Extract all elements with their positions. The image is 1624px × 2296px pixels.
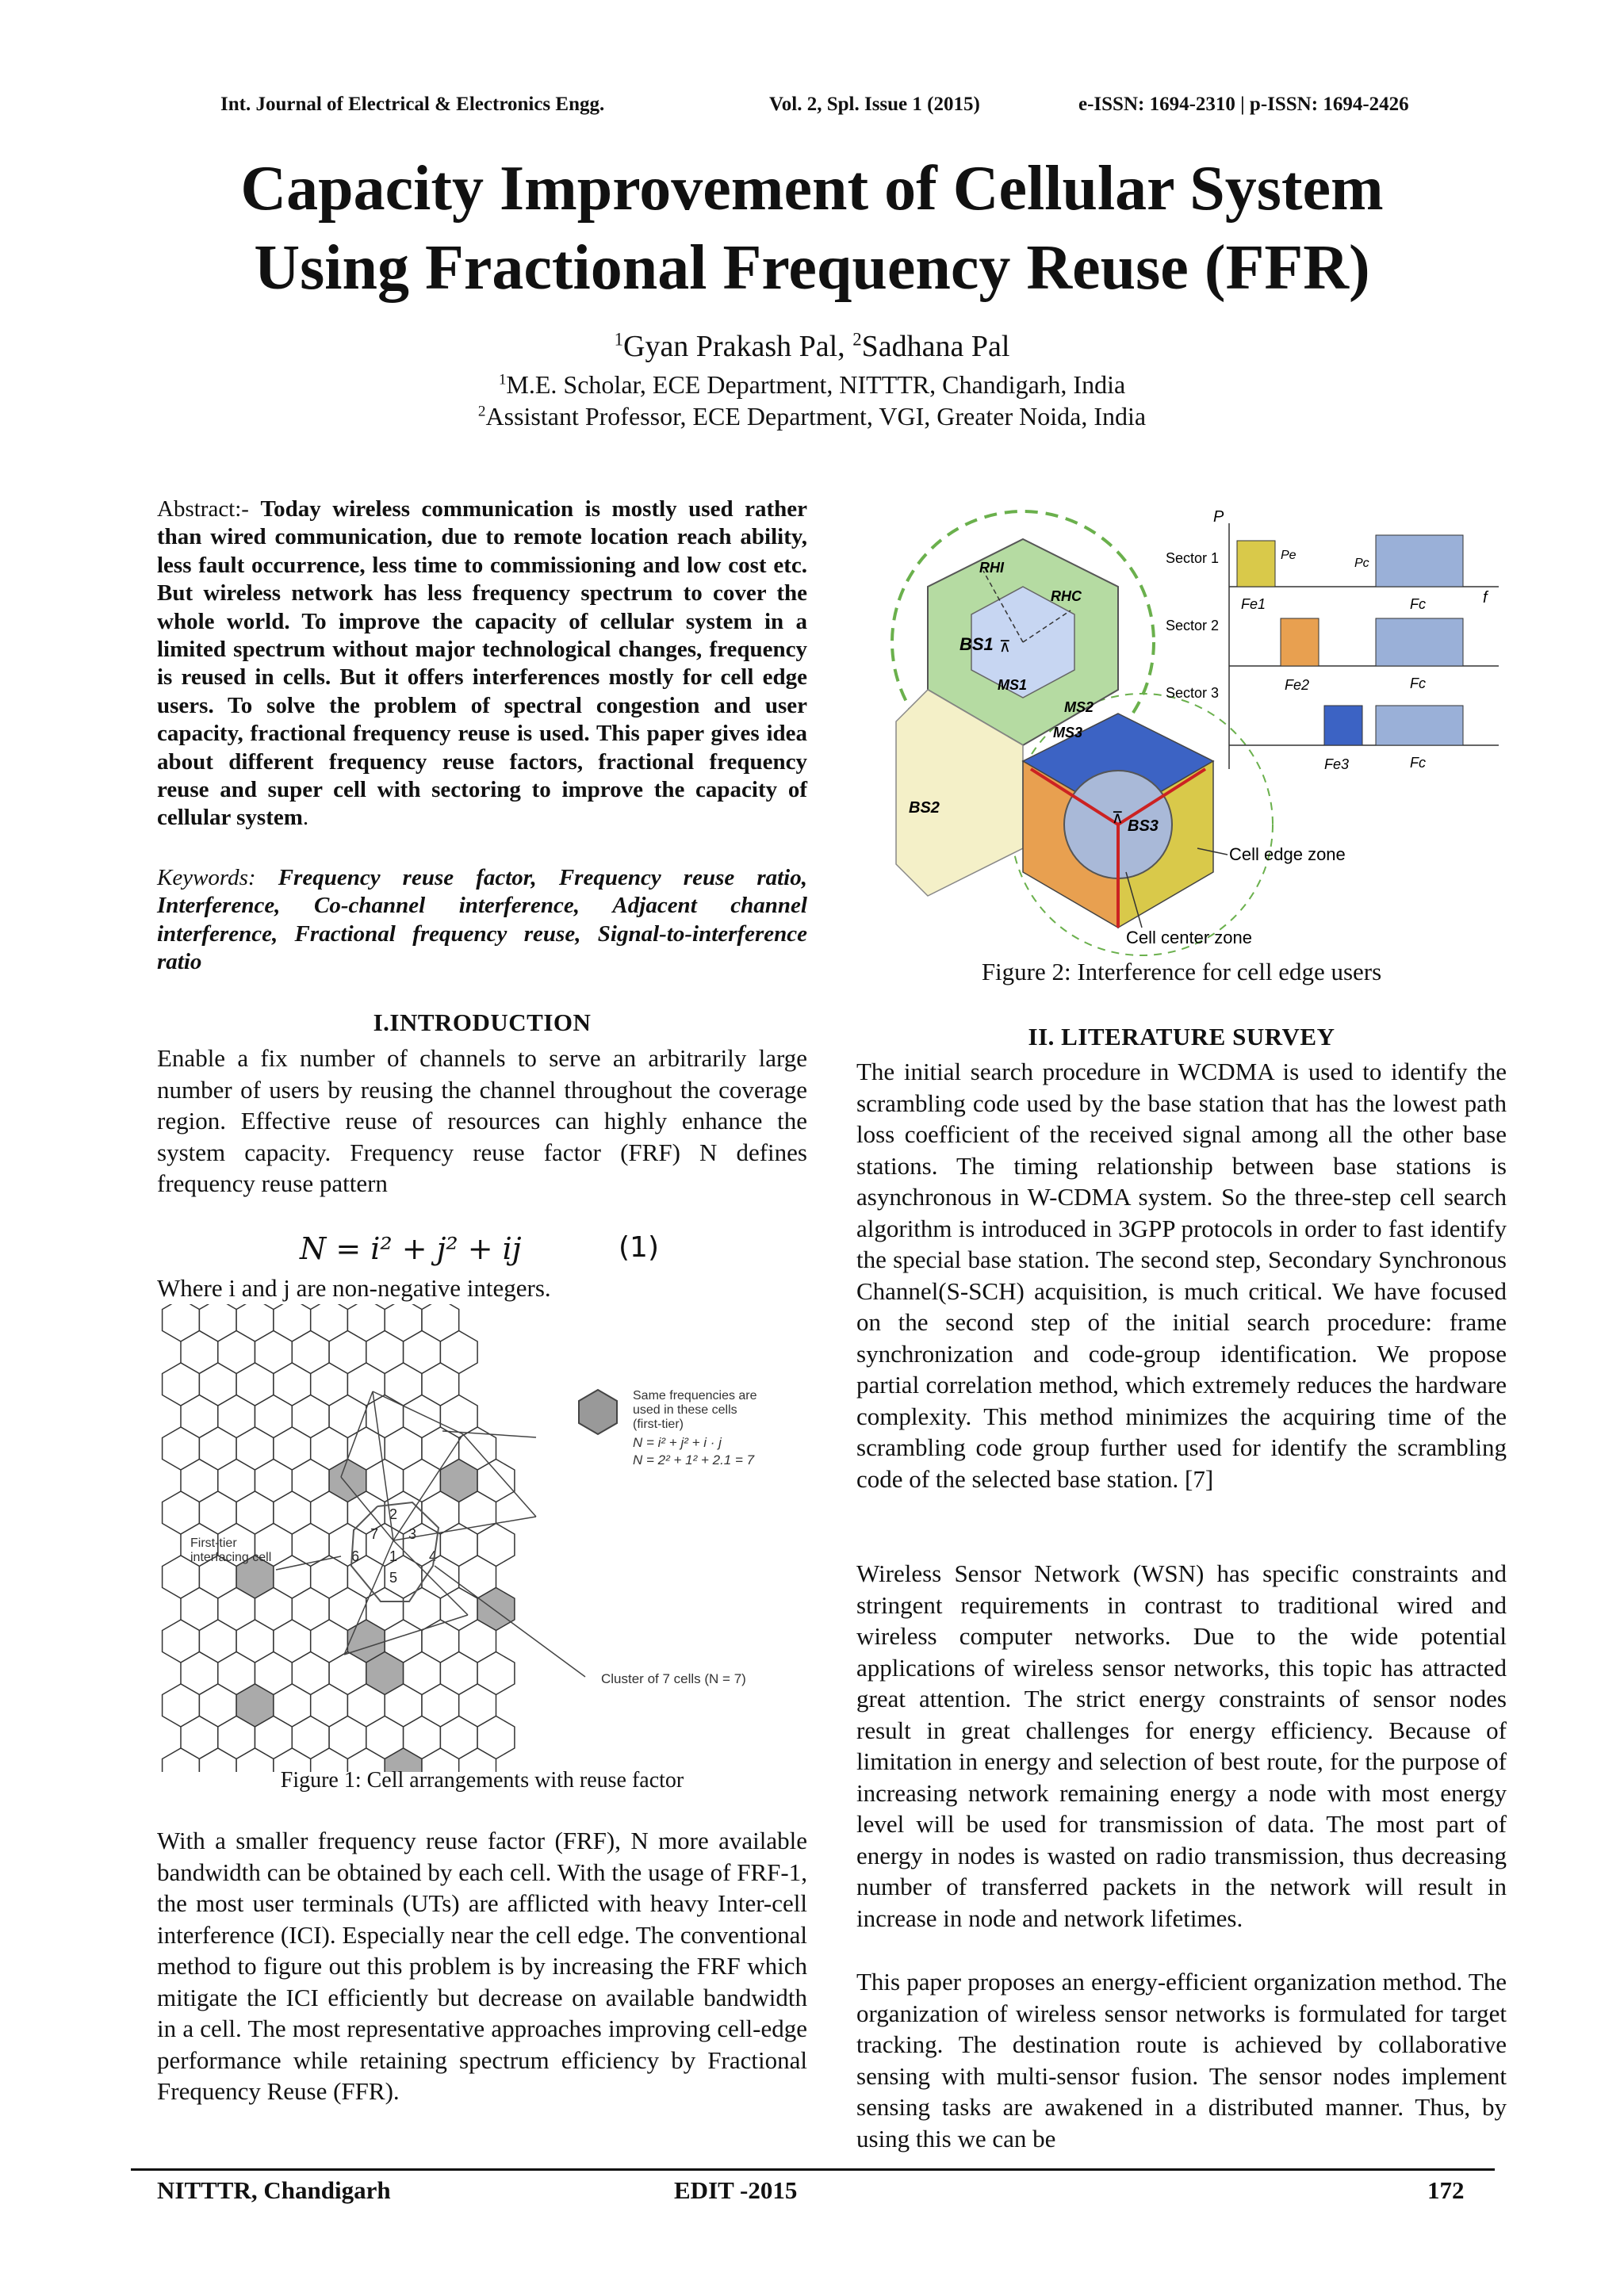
fc-block-2	[1376, 618, 1463, 666]
legend-formula-1: N = i² + j² + i · j	[633, 1435, 722, 1450]
author-1-sup: 1	[614, 329, 623, 350]
cluster-label: Cluster of 7 cells (N = 7)	[601, 1671, 746, 1686]
volume-info: Vol. 2, Spl. Issue 1 (2015)	[769, 94, 980, 115]
authors	[0, 329, 1624, 364]
fe3-block	[1324, 706, 1362, 745]
first-tier-label-1: First-tier	[190, 1536, 237, 1550]
ms1-label: MS1	[998, 677, 1028, 693]
footer-rule	[131, 2168, 1495, 2171]
cell-number: 4	[429, 1548, 438, 1564]
legend-line-1: Same frequencies are	[633, 1389, 757, 1402]
figure-1-hex-grid	[157, 1304, 807, 1772]
journal-name: Int. Journal of Electrical & Electronics Engg.	[220, 94, 605, 115]
equation-number: (1)	[619, 1231, 659, 1264]
affiliation-2-sup: 2	[477, 403, 486, 420]
title-line-1: Capacity Improvement of Cellular System	[240, 154, 1384, 224]
footer-page-number: 172	[1427, 2176, 1465, 2204]
figure-1-caption: Figure 1: Cell arrangements with reuse factor	[280, 1768, 684, 1793]
rh-label: RHI	[979, 560, 1004, 576]
literature-paragraph-1: The initial search procedure in WCDMA is used to identify the scrambling code used by the base station that has the lowest path loss coefficient of the received signal among all the other base stations. The timing relationship between base stations is asynchronous in W-CDMA system. So the three-step cell search algorithm is introduced in 3GPP protocols in order to fast identify the special base station. The second step, Secondary Synchronous Channel(S-SCH) acquisition, is much critical. We have focused on the second step of the initial search procedure: frame synchronization and code-group identification. We propose partial correlation method, which extremely reduces the hardware complexity. This method minimizes the acquiring time of the scrambling code group further used for identify the scrambling code of the selected base station. [7]	[856, 1058, 1507, 1493]
fe1-label: Fe1	[1241, 596, 1266, 612]
cell-number: 6	[351, 1548, 360, 1564]
rhc-label: RHC	[1051, 588, 1082, 604]
tower-1-icon: ⊼	[999, 638, 1011, 656]
p-axis-label: P	[1213, 508, 1224, 526]
cell-number: 2	[389, 1506, 398, 1522]
affiliation-1-sup: 1	[498, 371, 507, 388]
fc-label-3: Fc	[1410, 755, 1426, 771]
fe2-label: Fe2	[1285, 677, 1310, 693]
fe2-block	[1281, 618, 1319, 666]
pc-label: Pc	[1354, 557, 1369, 570]
fe3-label: Fe3	[1324, 756, 1350, 772]
cell-number: 3	[408, 1526, 417, 1542]
edge-zone-label: Cell edge zone	[1229, 844, 1346, 864]
sector-1-label: Sector 1	[1166, 550, 1220, 566]
fc-block-1	[1376, 535, 1463, 587]
literature-paragraph-2: Wireless Sensor Network (WSN) has specific constraints and stringent requirements in contrast to traditional wired and wireless computer networks. Due to the wide potential applications of wireless sensor networks, this topic has attracted great attention. The strict energy constraints of sensor nodes result in great challenges for energy efficiency. Because of limitation in energy and selection of best route, for the purpose of increasing network remaining energy a node with most energy level will be used for transmission of data. The most part of energy in nodes is wasted on radio transmission, thus decreasing number of transferred packets in the network will result in increase in node and network lifetimes.	[856, 1559, 1507, 1932]
legend-hex	[579, 1390, 617, 1434]
legend-formula-2: N = 2² + 1² + 2.1 = 7	[633, 1452, 755, 1468]
author-2: Sadhana Pal	[861, 330, 1010, 363]
author-1: Gyan Prakash Pal,	[623, 330, 853, 363]
fe1-block	[1237, 541, 1275, 587]
fc-block-3	[1376, 706, 1463, 745]
f-axis-label: f	[1483, 589, 1488, 607]
figure-2-ffr-diagram	[880, 499, 1507, 959]
center-zone-label: Cell center zone	[1126, 928, 1252, 947]
bs2-label: BS2	[909, 799, 940, 817]
literature-paragraph-3: This paper proposes an energy-efficient organization method. The organization of wireless sensor networks is formulated for target tracking. The destination route is achieved by collaborative sensing with multi-sensor fusion. The sensor nodes implement sensing tasks are awakened in a distributed manner. Thus, by using this we can be	[856, 1968, 1507, 2152]
where-text: Where i and j are non-negative integers.	[157, 1274, 551, 1302]
cell-number: 7	[370, 1526, 379, 1542]
abstract-label: Abstract:-	[157, 496, 261, 522]
author-2-sup: 2	[852, 329, 862, 350]
pe-label: Pe	[1281, 549, 1297, 562]
keywords-text: Frequency reuse factor, Frequency reuse ratio, Interference, Co-channel interference, Adjacent channel interference, Fractional frequency reuse, Signal-to-interference ratio	[157, 865, 807, 975]
keywords-label: Keywords:	[157, 865, 278, 890]
cell-number: 1	[389, 1548, 398, 1564]
title-line-2: Using Fractional Frequency Reuse (FFR)	[254, 233, 1370, 303]
fc-label-2: Fc	[1410, 675, 1426, 691]
bs1-label: BS1	[959, 634, 994, 654]
issn-info: e-ISSN: 1694-2310 | p-ISSN: 1694-2426	[1078, 94, 1409, 115]
footer-center: EDIT -2015	[674, 2176, 798, 2204]
literature-heading: II. LITERATURE SURVEY	[1028, 1023, 1335, 1050]
keywords	[157, 864, 807, 977]
affiliation-1	[0, 370, 1624, 400]
affiliation-1-text: M.E. Scholar, ECE Department, NITTTR, Chandigarh, India	[506, 370, 1126, 399]
legend-line-2: used in these cells	[633, 1403, 737, 1417]
equation-1: N = i² + j² + ij	[300, 1231, 522, 1266]
abstract-end: .	[302, 805, 309, 831]
legend-line-3: (first-tier)	[633, 1418, 684, 1431]
ms2-label: MS2	[1064, 699, 1094, 715]
fc-label-1: Fc	[1410, 596, 1426, 612]
footer-left: NITTTR, Chandigarh	[157, 2176, 391, 2204]
intro-heading: I.INTRODUCTION	[373, 1008, 592, 1036]
tower-3-icon: ⊼	[1112, 809, 1124, 827]
affiliation-2	[0, 402, 1624, 431]
sector-2-label: Sector 2	[1166, 618, 1220, 633]
abstract	[157, 496, 807, 832]
intro-paragraph-2: With a smaller frequency reuse factor (FRF), N more available bandwidth can be obtained by each cell. With the usage of FRF-1, the most user terminals (UTs) are afflicted with heavy Inter-cell interference (ICI). Especially near the cell edge. The conventional method to figure out this problem is by increasing the FRF which mitigate the ICI efficiently but decrease on available bandwidth in a cell. The most representative approaches improving cell-edge performance while retaining spectrum efficiency by Fractional Frequency Reuse (FFR).	[157, 1827, 807, 2105]
first-tier-label-2: interfacing cell	[190, 1551, 272, 1564]
ms3-label: MS3	[1053, 725, 1083, 740]
sector-3-label: Sector 3	[1166, 685, 1220, 701]
abstract-text: Today wireless communication is mostly used rather than wired communication, due to remote location reach ability, less fault occurrence, less time to commissioning and low cost etc. But wireless network has less frequency spectrum to cover the whole world. To improve the capacity of cellular system in a limited spectrum without major technological changes, frequency is reused in cells. But it offers interferences mostly for cell edge users. To solve the problem of spectral congestion and user capacity, fractional frequency reuse is used. This paper gives idea about different frequency reuse factors, fractional frequency reuse and super cell with sectoring to improve the capacity of cellular system	[157, 496, 807, 831]
figure-2-caption: Figure 2: Interference for cell edge users	[981, 958, 1382, 985]
intro-paragraph-1: Enable a fix number of channels to serve an arbitrarily large number of users by reusing the channel throughout the coverage region. Effective reuse of resources can highly enhance the system capacity. Frequency reuse factor (FRF) N defines frequency reuse pattern	[157, 1044, 807, 1197]
bs3-label: BS3	[1128, 817, 1159, 835]
cell-number: 5	[389, 1570, 398, 1586]
affiliation-2-text: Assistant Professor, ECE Department, VGI, Greater Noida, India	[485, 402, 1147, 430]
